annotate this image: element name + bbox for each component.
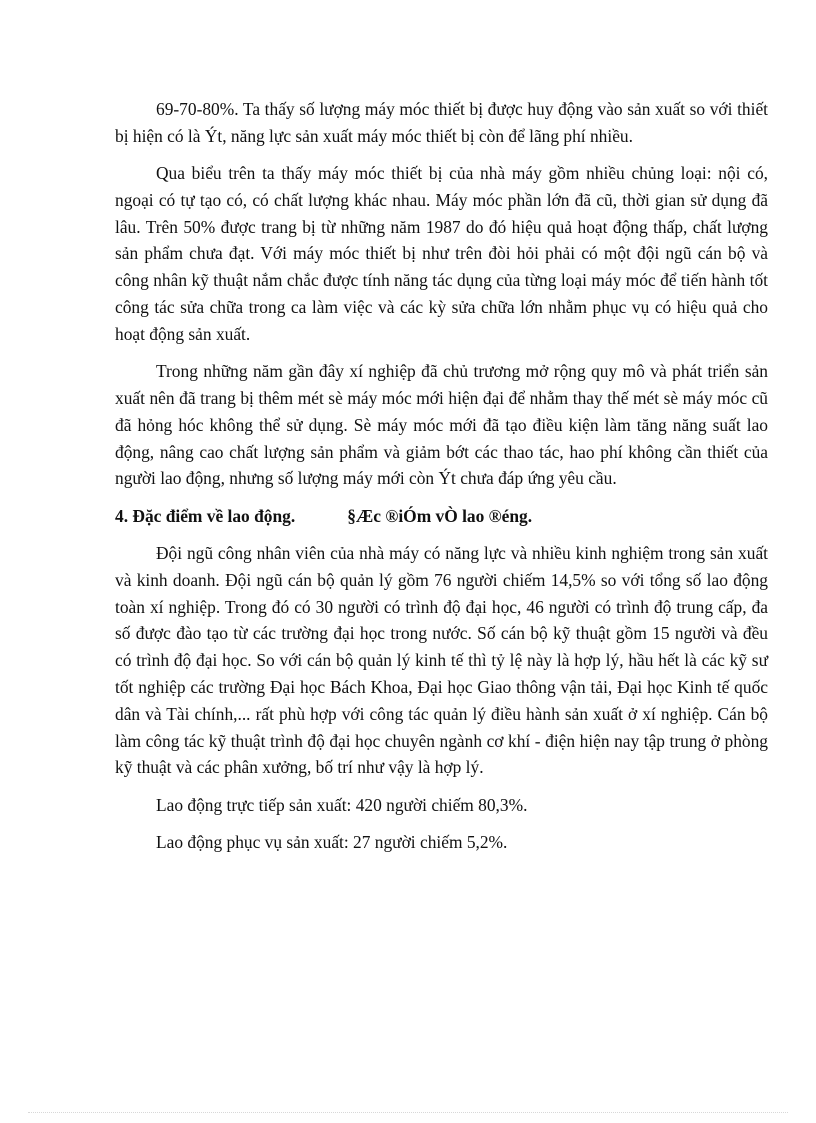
paragraph-machinery-types: Qua biểu trên ta thấy máy móc thiết bị của nhà máy gồm nhiều chủng loại: nội có, ngoại có tự tạo có, có chất lượng khác nhau. Máy móc phần lớn đã cũ, thời gian sử dụng đã lâu. Trên 50% được trang bị từ những năm 1987 do đó hiệu quả hoạt động thấp, chất lượng sản phẩm chưa đạt. Với máy móc thiết bị như trên đòi hỏi phải có một đội ngũ cán bộ và công nhân kỹ thuật nắm chắc được tính năng tác dụng của từng loại máy móc để tiến hành tốt công tác sửa chữa trong ca làm việc và các kỳ sửa chữa lớn nhằm phục vụ có hiệu quả cho hoạt động sản xuất. bbox=[115, 163, 768, 344]
section-heading-garbled: §Æc ®iÓm vÒ lao ®éng. bbox=[347, 505, 533, 526]
page-bottom-divider bbox=[28, 1112, 788, 1113]
paragraph-staff-overview: Đội ngũ công nhân viên của nhà máy có năng lực và nhiều kinh nghiệm trong sản xuất và kinh doanh. Đội ngũ cán bộ quản lý gồm 76 người chiếm 14,5% so với tổng số lao động toàn xí nghiệp. Trong đó có 30 người có trình độ đại học, 46 người có trình độ trung cấp, đa số được đào tạo từ các trường đại học trong nước. Số cán bộ kỹ thuật gồm 15 người và đều có trình độ đại học. So với cán bộ quản lý kinh tế thì tỷ lệ này là hợp lý, hầu hết là các kỹ sư tốt nghiệp các trường Đại học Bách Khoa, Đại học Giao thông vận tải, Đại học Kinh tế quốc dân và Tài chính,... rất phù hợp với công tác quản lý điều hành sản xuất ở xí nghiệp. Cán bộ làm công tác kỹ thuật trình độ đại học chuyên ngành cơ khí - điện hiện nay tập trung ở phòng kỹ thuật và các phân xưởng, bố trí như vậy là hợp lý. bbox=[115, 542, 768, 778]
document-body bbox=[115, 96, 768, 866]
paragraph-direct-labor: Lao động trực tiếp sản xuất: 420 người chiếm 80,3%. bbox=[156, 794, 528, 815]
section-heading-labor bbox=[115, 503, 768, 530]
section-heading-title: 4. Đặc điểm về lao động. bbox=[115, 505, 296, 526]
paragraph-support-labor: Lao động phục vụ sản xuất: 27 người chiếm 5,2%. bbox=[156, 831, 508, 852]
paragraph-machinery-usage: 69-70-80%. Ta thấy số lượng máy móc thiết bị được huy động vào sản xuất so với thiết bị hiện có là Ýt, năng lực sản xuất máy móc thiết bị còn để lãng phí nhiều. bbox=[115, 99, 768, 146]
paragraph-modernization: Trong những năm gần đây xí nghiệp đã chủ trương mở rộng quy mô và phát triển sản xuất nên đã trang bị thêm mét sè máy móc mới hiện đại để nhằm thay thế mét sè máy móc cũ đã hỏng hóc không thể sử dụng. Sè máy móc mới đã tạo điều kiện làm tăng năng suất lao động, nâng cao chất lượng sản phẩm và giảm bớt các thao tác, hao phí không cần thiết của người lao động, nhưng số lượng máy mới còn Ýt chưa đáp ứng yêu cầu. bbox=[115, 361, 768, 489]
